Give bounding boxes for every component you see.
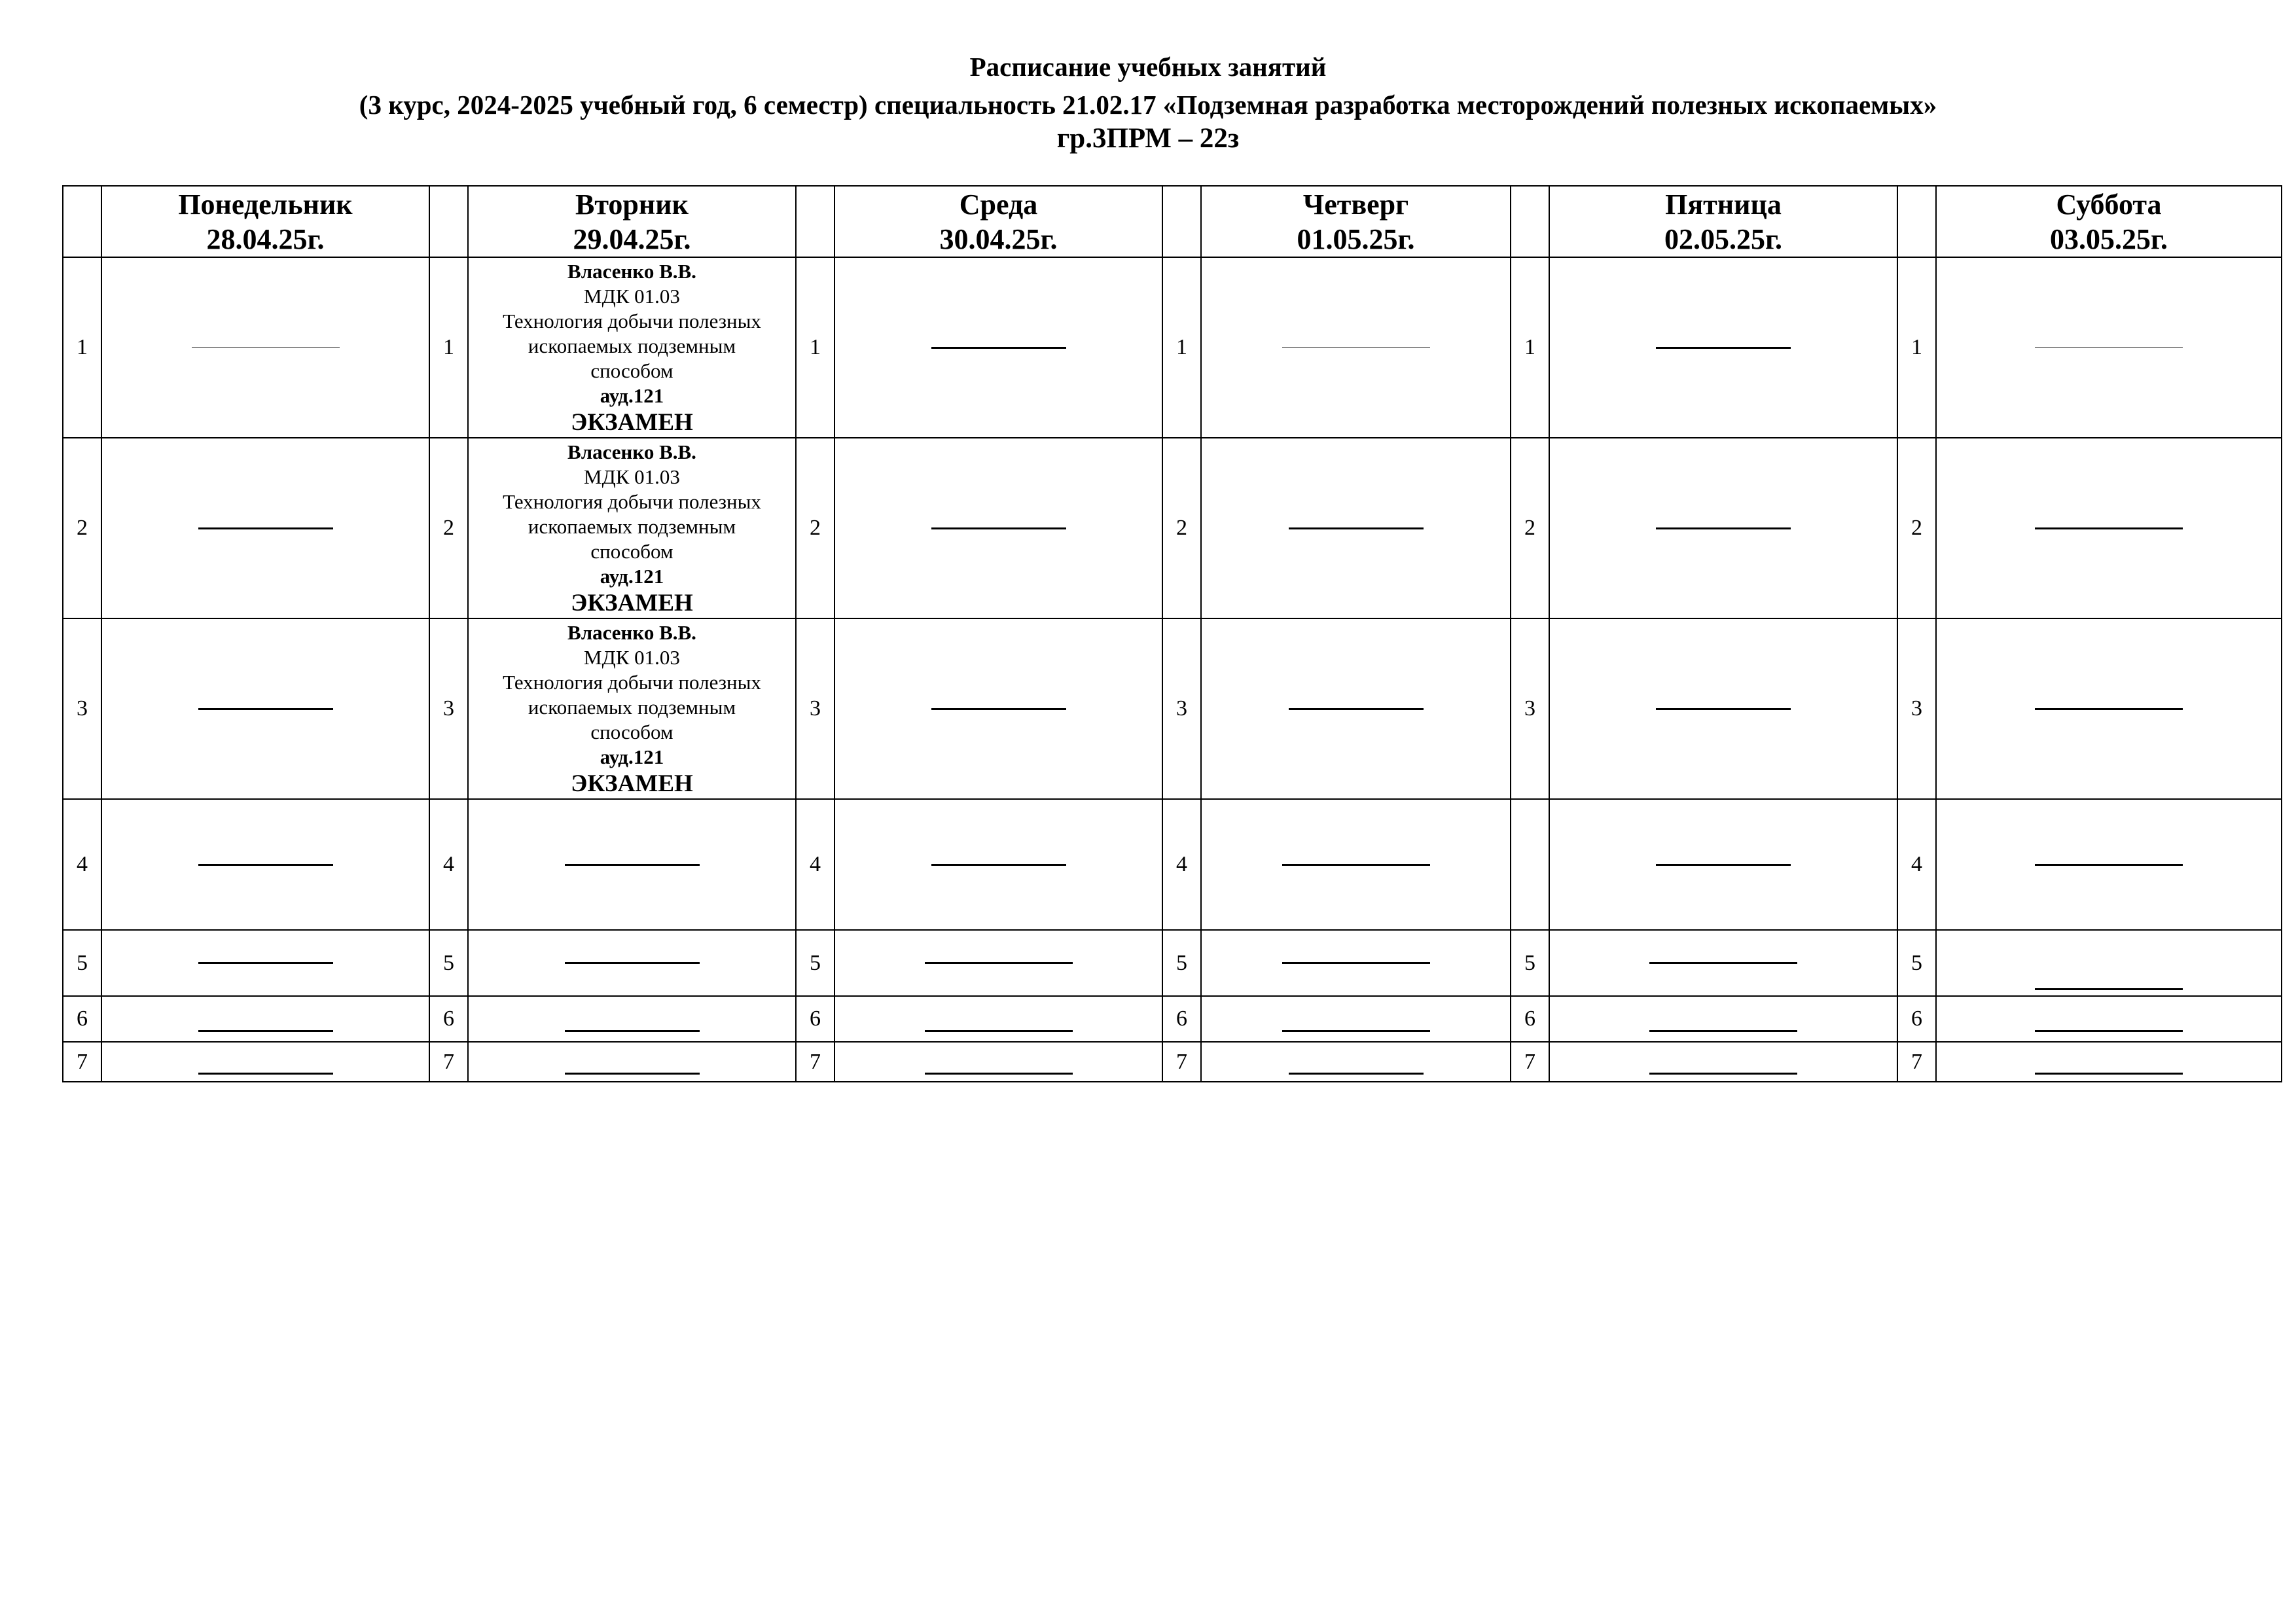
- lesson-code: МДК 01.03: [584, 284, 680, 308]
- empty-dash: [198, 962, 333, 964]
- lesson-room: ауд.121: [600, 745, 664, 768]
- pair-number: 5: [1162, 930, 1201, 996]
- pair-number: 6: [429, 996, 468, 1042]
- lesson-subject: способом: [590, 539, 673, 563]
- lesson-code: МДК 01.03: [584, 465, 680, 488]
- empty-slot: [1201, 438, 1511, 618]
- empty-slot: [1549, 618, 1897, 799]
- schedule-subtitle: (3 курс, 2024-2025 учебный год, 6 семестр) специальность 21.02.17 «Подземная разработка месторождений полезных ископаемых»: [359, 90, 1937, 120]
- empty-slot: [834, 438, 1162, 618]
- empty-dash: [1282, 864, 1430, 866]
- empty-dash: [1289, 527, 1424, 529]
- empty-dash: [198, 527, 333, 529]
- empty-slot: [468, 1042, 796, 1082]
- empty-slot: [468, 799, 796, 930]
- pair-number: 2: [796, 438, 834, 618]
- empty-dash: [1289, 708, 1424, 710]
- pair-number: 6: [63, 996, 101, 1042]
- empty-slot: [101, 438, 429, 618]
- empty-dash: [931, 864, 1066, 866]
- pair-number: 7: [429, 1042, 468, 1082]
- pair-number: 6: [1511, 996, 1549, 1042]
- pair-number: 4: [63, 799, 101, 930]
- empty-slot: [1201, 1042, 1511, 1082]
- pair-row-7: [63, 1042, 2282, 1082]
- day-header-thursday: Четверг 01.05.25г.: [1201, 186, 1511, 257]
- lesson-subject: ископаемых подземным: [528, 514, 736, 538]
- pair-row-2: [63, 438, 2282, 618]
- day-header-saturday: Суббота 03.05.25г.: [1936, 186, 2282, 257]
- empty-dash: [565, 1030, 700, 1032]
- num-col-header: [1897, 186, 1936, 257]
- pair-number: 1: [796, 257, 834, 438]
- empty-slot: [1936, 257, 2282, 438]
- lesson-teacher: Власенко В.В.: [567, 440, 696, 463]
- pair-number: 7: [1897, 1042, 1936, 1082]
- empty-dash: [925, 962, 1073, 964]
- pair-number: 5: [429, 930, 468, 996]
- empty-dash: [198, 1073, 333, 1075]
- empty-slot: [468, 930, 796, 996]
- empty-slot: [1201, 257, 1511, 438]
- empty-dash: [1289, 1073, 1424, 1075]
- empty-slot: [834, 1042, 1162, 1082]
- pair-number: 3: [1897, 618, 1936, 799]
- empty-slot: [101, 996, 429, 1042]
- pair-number: 3: [429, 618, 468, 799]
- empty-slot: [1549, 257, 1897, 438]
- num-col-header: [63, 186, 101, 257]
- pair-number: 2: [63, 438, 101, 618]
- empty-slot: [1201, 799, 1511, 930]
- empty-dash: [1656, 347, 1791, 349]
- lesson-teacher: Власенко В.В.: [567, 620, 696, 644]
- pair-number: 6: [796, 996, 834, 1042]
- lesson-teacher: Власенко В.В.: [567, 259, 696, 283]
- pair-number: 3: [63, 618, 101, 799]
- empty-dash: [565, 962, 700, 964]
- days-header-row: [63, 186, 2282, 257]
- empty-slot: [1936, 799, 2282, 930]
- lesson-subject: способом: [590, 359, 673, 382]
- pair-number: 2: [1511, 438, 1549, 618]
- day-header-monday: Понедельник 28.04.25г.: [101, 186, 429, 257]
- pair-number: 5: [63, 930, 101, 996]
- lesson-subject: Технология добычи полезных: [503, 490, 761, 513]
- empty-dash: [2035, 347, 2183, 348]
- pair-number: 3: [1162, 618, 1201, 799]
- empty-dash: [931, 708, 1066, 710]
- empty-dash: [2035, 864, 2183, 866]
- num-col-header: [1511, 186, 1549, 257]
- pair-number: 6: [1162, 996, 1201, 1042]
- empty-dash: [931, 347, 1066, 349]
- pair-number: 2: [1897, 438, 1936, 618]
- pair-number-blank: [1511, 799, 1549, 930]
- num-col-header: [1162, 186, 1201, 257]
- empty-dash: [1282, 1030, 1430, 1032]
- pair-number: 7: [1162, 1042, 1201, 1082]
- empty-slot: [1201, 618, 1511, 799]
- empty-slot: [1201, 996, 1511, 1042]
- empty-dash: [192, 347, 340, 348]
- pair-number: 6: [1897, 996, 1936, 1042]
- lesson-subject: ископаемых подземным: [528, 695, 736, 719]
- pair-number: 7: [796, 1042, 834, 1082]
- empty-dash: [931, 527, 1066, 529]
- day-header-friday: Пятница 02.05.25г.: [1549, 186, 1897, 257]
- empty-slot: [1936, 996, 2282, 1042]
- empty-dash: [2035, 1073, 2183, 1075]
- empty-dash: [1649, 1030, 1797, 1032]
- day-header-tuesday: Вторник 29.04.25г.: [468, 186, 796, 257]
- empty-slot: [1549, 996, 1897, 1042]
- empty-slot: [101, 257, 429, 438]
- lesson-code: МДК 01.03: [584, 645, 680, 669]
- empty-slot: [101, 799, 429, 930]
- pair-number: 5: [1897, 930, 1936, 996]
- empty-slot: [1201, 930, 1511, 996]
- pair-number: 7: [63, 1042, 101, 1082]
- empty-dash: [1656, 864, 1791, 866]
- pair-row-1: [63, 257, 2282, 438]
- empty-slot: [1936, 618, 2282, 799]
- empty-dash: [198, 864, 333, 866]
- empty-dash: [198, 1030, 333, 1032]
- empty-slot: [1936, 930, 2282, 996]
- empty-slot: [1549, 799, 1897, 930]
- lesson-subject: ископаемых подземным: [528, 334, 736, 357]
- pair-number: 4: [429, 799, 468, 930]
- pair-number: 1: [429, 257, 468, 438]
- pair-row-3: [63, 618, 2282, 799]
- lesson-room: ауд.121: [600, 383, 664, 407]
- schedule-title: Расписание учебных занятий: [969, 52, 1327, 82]
- lesson-subject: Технология добычи полезных: [503, 309, 761, 332]
- lesson-cell: [468, 257, 796, 438]
- empty-dash: [925, 1030, 1073, 1032]
- empty-dash: [565, 1073, 700, 1075]
- lesson-cell: [468, 618, 796, 799]
- pair-number: 2: [1162, 438, 1201, 618]
- day-header-wednesday: Среда 30.04.25г.: [834, 186, 1162, 257]
- lesson-subject: способом: [590, 720, 673, 743]
- lesson-type: ЭКЗАМЕН: [571, 770, 693, 797]
- pair-number: 4: [1162, 799, 1201, 930]
- lesson-room: ауд.121: [600, 564, 664, 588]
- empty-dash: [925, 1073, 1073, 1075]
- empty-slot: [834, 996, 1162, 1042]
- empty-slot: [834, 257, 1162, 438]
- pair-number: 1: [1511, 257, 1549, 438]
- empty-slot: [101, 618, 429, 799]
- empty-dash: [1656, 708, 1791, 710]
- pair-number: 7: [1511, 1042, 1549, 1082]
- empty-dash: [1656, 527, 1791, 529]
- pair-number: 1: [63, 257, 101, 438]
- empty-dash: [1282, 962, 1430, 964]
- empty-dash: [2035, 527, 2183, 529]
- pair-row-5: [63, 930, 2282, 996]
- lesson-type: ЭКЗАМЕН: [571, 408, 693, 436]
- empty-slot: [1549, 1042, 1897, 1082]
- empty-slot: [834, 930, 1162, 996]
- lesson-cell: [468, 438, 796, 618]
- empty-slot: [101, 1042, 429, 1082]
- empty-slot: [1549, 930, 1897, 996]
- pair-number: 1: [1162, 257, 1201, 438]
- lesson-type: ЭКЗАМЕН: [571, 589, 693, 616]
- pair-number: 3: [1511, 618, 1549, 799]
- empty-dash: [1282, 347, 1430, 348]
- empty-dash: [2035, 708, 2183, 710]
- empty-dash: [2035, 1030, 2183, 1032]
- empty-slot: [834, 618, 1162, 799]
- empty-slot: [1936, 438, 2282, 618]
- lesson-subject: Технология добычи полезных: [503, 670, 761, 694]
- pair-number: 4: [796, 799, 834, 930]
- num-col-header: [429, 186, 468, 257]
- empty-slot: [101, 930, 429, 996]
- pair-number: 1: [1897, 257, 1936, 438]
- pair-number: 5: [1511, 930, 1549, 996]
- empty-dash: [198, 708, 333, 710]
- pair-number: 3: [796, 618, 834, 799]
- pair-number: 2: [429, 438, 468, 618]
- pair-row-4: [63, 799, 2282, 930]
- empty-slot: [468, 996, 796, 1042]
- empty-slot: [1936, 1042, 2282, 1082]
- empty-dash: [565, 864, 700, 866]
- group-label: гр.3ПРМ – 22з: [1056, 123, 1240, 154]
- num-col-header: [796, 186, 834, 257]
- pair-number: 5: [796, 930, 834, 996]
- empty-slot: [834, 799, 1162, 930]
- empty-slot: [1549, 438, 1897, 618]
- empty-dash: [1649, 1073, 1797, 1075]
- schedule-table: [62, 185, 2282, 1082]
- empty-dash: [2035, 988, 2183, 990]
- pair-row-6: [63, 996, 2282, 1042]
- empty-dash: [1649, 962, 1797, 964]
- pair-number: 4: [1897, 799, 1936, 930]
